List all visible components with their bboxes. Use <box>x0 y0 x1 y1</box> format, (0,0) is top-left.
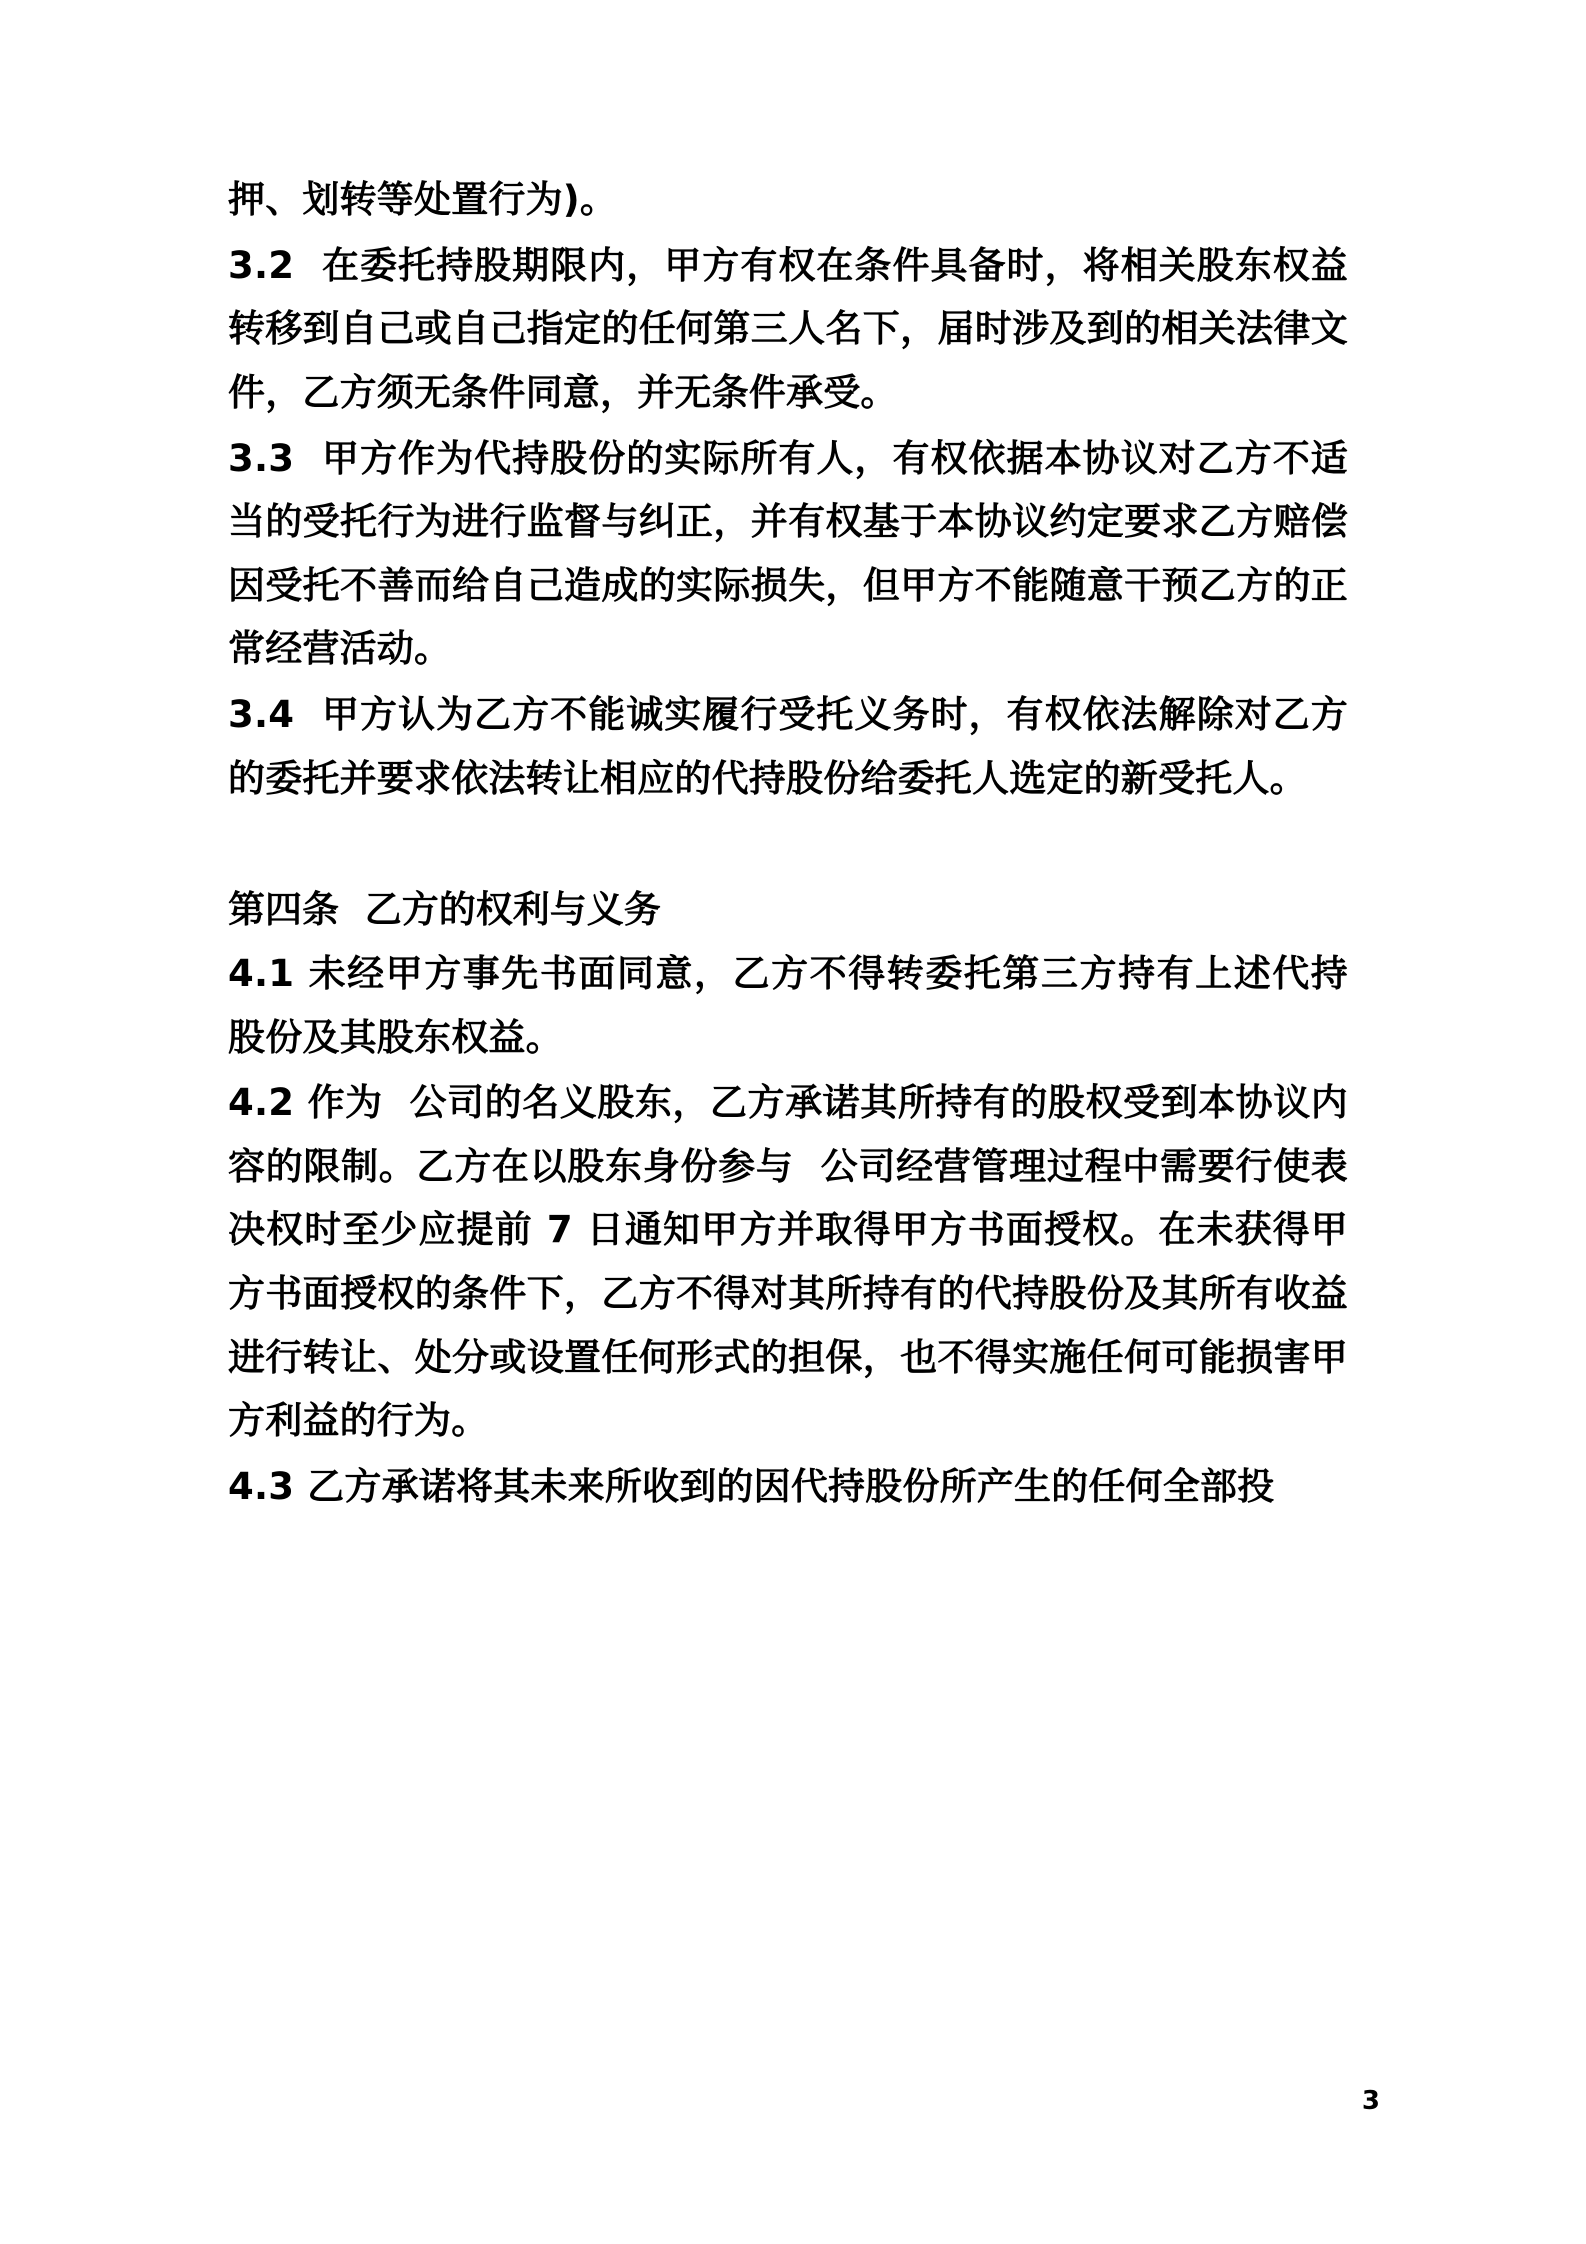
paragraph-3-1-continued: 押、划转等处置行为)。 <box>228 178 618 221</box>
paragraph-3-4: 3.4 甲方认为乙方不能诚实履行受托义务时，有权依法解除对乙方的委托并要求依法转让相应的代持股份给委托人选定的新受托人。 <box>228 693 1348 800</box>
paragraph-3-2: 3.2 在委托持股期限内，甲方有权在条件具备时，将相关股东权益转移到自己或自己指定的任何第三人名下，届时涉及到的相关法律文件，乙方须无条件同意，并无条件承受。 <box>228 243 1348 414</box>
section-heading-4: 第四条 乙方的权利与义务 <box>228 888 661 932</box>
section-spacer <box>228 812 1348 878</box>
paragraph-4-2: 4.2 作为 公司的名义股东，乙方承诺其所持有的股权受到本协议内容的限制。乙方在以股东身份参与 公司经营管理过程中需要行使表决权时至少应提前 7 日通知甲方并取得甲方书面授权。在未获得甲方书面授权的条件下，乙方不得对其所持有的代持股份及其所有收益进行转让、处分或设置任何形式的担保，也不得实施任何可能损害甲方利益的行为。 <box>228 1081 1348 1443</box>
page-number: 3 <box>1361 2086 1380 2116</box>
paragraph-3-3: 3.3 甲方作为代持股份的实际所有人，有权依据本协议对乙方不适当的受托行为进行监督与纠正，并有权基于本协议约定要求乙方赔偿因受托不善而给自己造成的实际损失，但甲方不能随意干预乙方的正常经营活动。 <box>228 436 1348 671</box>
document-body <box>228 168 1348 1521</box>
paragraph-4-1: 4.1 未经甲方事先书面同意，乙方不得转委托第三方持有上述代持股份及其股东权益。 <box>228 951 1348 1059</box>
paragraph-4-3: 4.3 乙方承诺将其未来所收到的因代持股份所产生的任何全部投 <box>228 1464 1275 1508</box>
